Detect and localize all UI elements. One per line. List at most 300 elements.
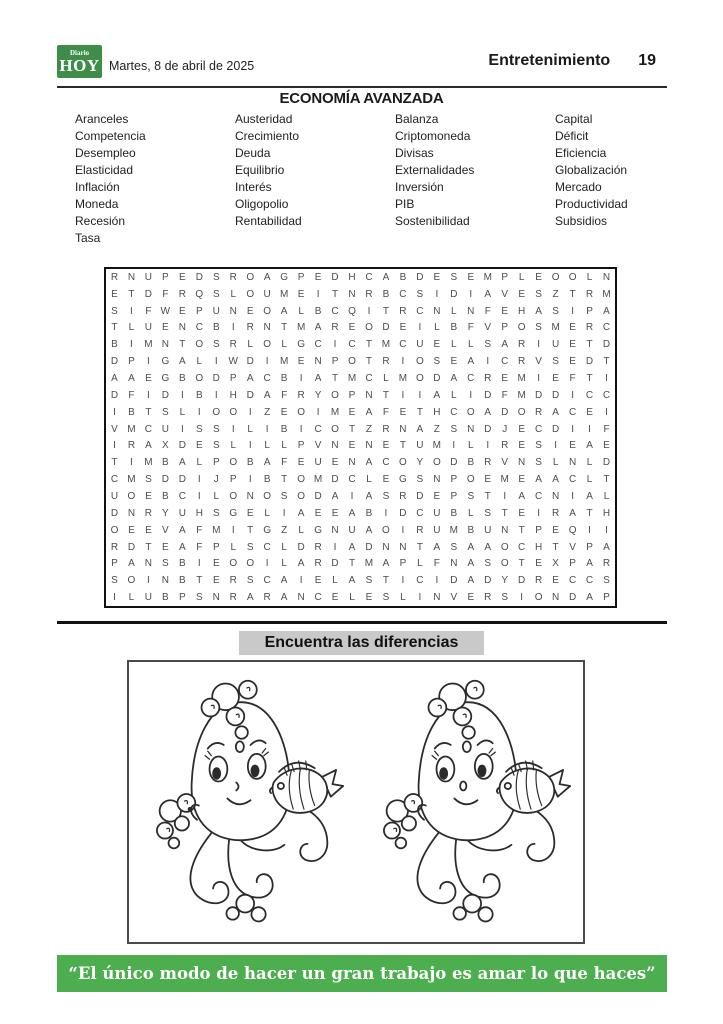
grid-letter: V <box>162 524 169 536</box>
grid-letter: T <box>281 474 288 486</box>
grid-letter: S <box>162 406 169 418</box>
grid-letter: D <box>246 356 254 368</box>
grid-letter: R <box>602 558 611 570</box>
grid-letter: T <box>518 558 525 570</box>
grid-letter: F <box>433 558 440 570</box>
grid-letter: U <box>144 271 153 283</box>
grid-letter: B <box>162 457 169 469</box>
grid-letter: H <box>229 389 237 401</box>
grid-letter: D <box>331 271 339 283</box>
grid-letter: N <box>399 541 407 553</box>
grid-letter: O <box>466 406 475 418</box>
grid-letter: C <box>602 322 611 334</box>
grid-letter: M <box>551 322 560 334</box>
grid-letter: O <box>229 457 238 469</box>
grid-letter: P <box>111 558 118 570</box>
grid-letter: D <box>365 541 373 553</box>
grid-letter: R <box>518 356 526 368</box>
grid-letter: V <box>450 592 458 604</box>
grid-letter: E <box>297 288 305 300</box>
grid-letter: I <box>265 558 269 570</box>
grid-letter: T <box>365 339 373 351</box>
logo-main-text: HOY <box>59 56 100 75</box>
grid-letter: I <box>401 524 405 536</box>
grid-letter: O <box>110 524 119 536</box>
grid-letter: C <box>382 457 390 469</box>
grid-letter: D <box>110 507 119 519</box>
grid-letter: P <box>450 490 458 502</box>
grid-letter: A <box>416 423 424 435</box>
grid-letter: B <box>280 373 288 385</box>
grid-letter: I <box>605 406 608 418</box>
word-item: Austeridad <box>235 112 293 126</box>
grid-letter: L <box>349 592 355 604</box>
grid-letter: D <box>382 322 390 334</box>
grid-letter: L <box>281 558 287 570</box>
word-item: Inflación <box>75 180 120 194</box>
grid-letter: O <box>229 490 238 502</box>
grid-letter: E <box>569 339 576 351</box>
differences-header <box>0 631 723 655</box>
grid-letter: P <box>212 541 220 553</box>
grid-letter: R <box>535 406 543 418</box>
grid-letter: N <box>127 507 136 519</box>
grid-letter: I <box>147 389 150 401</box>
grid-letter: N <box>161 339 169 351</box>
grid-letter: O <box>415 373 424 385</box>
word-item: Elasticidad <box>75 163 134 177</box>
grid-letter: R <box>484 373 492 385</box>
header-rule <box>57 86 667 88</box>
grid-letter: L <box>400 592 406 604</box>
grid-letter: C <box>263 541 271 553</box>
grid-letter: L <box>332 575 338 587</box>
grid-letter: G <box>161 356 170 368</box>
grid-letter: M <box>483 271 492 283</box>
grid-letter: E <box>552 524 559 536</box>
grid-letter: M <box>500 474 509 486</box>
grid-letter: O <box>432 457 441 469</box>
grid-letter: U <box>416 339 424 351</box>
grid-letter: D <box>551 389 560 401</box>
grid-letter: E <box>501 373 509 385</box>
grid-letter: T <box>501 507 508 519</box>
grid-letter: I <box>214 356 218 368</box>
grid-letter: O <box>297 490 305 502</box>
grid-letter: C <box>416 575 424 587</box>
word-item: Desempleo <box>75 146 136 160</box>
grid-letter: T <box>399 440 406 452</box>
grid-letter: R <box>382 423 390 435</box>
grid-letter: R <box>399 490 407 502</box>
grid-letter: N <box>127 271 136 283</box>
word-item: Recesión <box>75 214 126 228</box>
wordsearch-title: ECONOMÍA AVANZADA <box>279 90 444 107</box>
grid-letter: I <box>571 389 574 401</box>
grid-letter: H <box>518 305 526 317</box>
grid-letter: B <box>263 474 271 486</box>
grid-letter: A <box>586 490 593 502</box>
grid-letter: A <box>467 575 475 587</box>
grid-letter: T <box>416 541 423 553</box>
grid-letter: A <box>467 356 475 368</box>
grid-letter: B <box>162 490 169 502</box>
grid-letter: L <box>128 322 135 334</box>
grid-letter: A <box>348 507 356 519</box>
grid-letter: A <box>484 288 492 300</box>
grid-letter: T <box>552 541 559 553</box>
grid-letter: I <box>147 575 150 587</box>
grid-letter: B <box>128 406 135 418</box>
grid-letter: I <box>401 575 405 587</box>
grid-letter: F <box>281 457 288 469</box>
grid-letter: S <box>212 339 220 351</box>
grid-letter: E <box>331 592 339 604</box>
grid-letter: O <box>229 558 238 570</box>
word-item: Déficit <box>555 129 589 143</box>
grid-letter: I <box>469 389 473 401</box>
grid-letter: I <box>435 575 439 587</box>
grid-letter: B <box>179 575 186 587</box>
grid-letter: E <box>145 490 152 502</box>
grid-letter: E <box>433 271 441 283</box>
grid-letter: I <box>384 507 388 519</box>
grid-letter: C <box>178 490 186 502</box>
word-item: Divisas <box>395 146 434 160</box>
grid-letter: B <box>450 322 458 334</box>
grid-letter: R <box>535 575 543 587</box>
grid-letter: B <box>111 339 118 351</box>
grid-letter: S <box>467 490 475 502</box>
grid-letter: P <box>128 356 135 368</box>
grid-letter: I <box>401 356 405 368</box>
grid-letter: D <box>535 389 543 401</box>
grid-letter: D <box>246 389 254 401</box>
grid-letter: E <box>484 474 492 486</box>
grid-letter: I <box>130 457 133 469</box>
grid-letter: T <box>382 575 389 587</box>
difference-dot <box>188 807 192 811</box>
grid-letter: P <box>229 474 237 486</box>
grid-letter: E <box>586 406 593 418</box>
word-item: Eficiencia <box>555 146 607 160</box>
grid-letter: A <box>246 592 254 604</box>
grid-letter: I <box>333 541 337 553</box>
word-item: Capital <box>555 112 593 126</box>
grid-letter: F <box>501 389 508 401</box>
grid-letter: O <box>382 524 390 536</box>
grid-letter: S <box>365 575 373 587</box>
grid-letter: P <box>586 305 593 317</box>
grid-letter: I <box>130 339 133 351</box>
grid-letter: I <box>435 288 439 300</box>
grid-letter: E <box>162 541 169 553</box>
grid-letter: A <box>501 339 509 351</box>
grid-letter: T <box>331 288 339 300</box>
grid-letter: L <box>213 490 220 502</box>
grid-letter: E <box>399 322 407 334</box>
grid-letter: L <box>128 592 135 604</box>
grid-letter: I <box>265 356 269 368</box>
grid-letter: V <box>501 288 509 300</box>
grid-letter: D <box>399 507 407 519</box>
grid-letter: G <box>263 524 272 536</box>
grid-letter: S <box>280 490 288 502</box>
grid-letter: L <box>586 474 593 486</box>
grid-letter: N <box>212 592 220 604</box>
grid-letter: C <box>568 575 577 587</box>
grid-letter: M <box>449 524 458 536</box>
grid-letter: I <box>180 389 184 401</box>
grid-letter: R <box>127 440 136 452</box>
grid-letter: N <box>568 457 577 469</box>
grid-letter: E <box>552 575 559 587</box>
grid-letter: L <box>451 339 457 351</box>
grid-letter: T <box>145 406 152 418</box>
grid-letter: N <box>433 305 441 317</box>
grid-letter: C <box>518 541 526 553</box>
grid-letter: L <box>247 339 253 351</box>
word-item: Subsidios <box>555 214 608 228</box>
grid-letter: T <box>416 406 423 418</box>
grid-letter: I <box>554 440 557 452</box>
grid-letter: A <box>179 356 186 368</box>
grid-letter: D <box>331 474 339 486</box>
grid-letter: M <box>127 423 136 435</box>
grid-letter: C <box>263 373 271 385</box>
grid-letter: V <box>535 356 542 368</box>
grid-letter: N <box>161 575 169 587</box>
grid-letter: O <box>229 406 238 418</box>
grid-letter: U <box>314 457 322 469</box>
word-item: Aranceles <box>75 112 129 126</box>
grid-letter: E <box>518 507 525 519</box>
grid-letter: P <box>569 558 576 570</box>
grid-letter: I <box>333 339 337 351</box>
grid-letter: A <box>569 507 576 519</box>
grid-letter: A <box>179 457 186 469</box>
grid-letter: N <box>467 423 475 435</box>
grid-letter: E <box>162 322 169 334</box>
grid-letter: I <box>486 356 490 368</box>
grid-letter: E <box>212 575 220 587</box>
grid-letter: I <box>469 288 473 300</box>
word-item: Competencia <box>75 129 146 143</box>
grid-letter: I <box>588 423 591 435</box>
grid-letter: P <box>297 271 305 283</box>
grid-letter: D <box>416 490 424 502</box>
grid-letter: A <box>586 592 593 604</box>
grid-letter: M <box>381 339 391 351</box>
grid-letter: Y <box>162 507 169 519</box>
grid-letter: A <box>365 457 373 469</box>
grid-letter: V <box>501 457 509 469</box>
grid-letter: B <box>162 592 169 604</box>
grid-letter: A <box>365 490 373 502</box>
grid-letter: L <box>586 457 593 469</box>
grid-letter: D <box>484 423 492 435</box>
grid-letter: E <box>348 406 356 418</box>
grid-letter: N <box>501 524 509 536</box>
grid-letter: T <box>603 474 610 486</box>
grid-letter: I <box>418 389 422 401</box>
grid-letter: B <box>467 524 475 536</box>
grid-letter: H <box>602 507 611 519</box>
grid-letter: T <box>586 507 593 519</box>
grid-letter: T <box>111 322 118 334</box>
grid-letter: A <box>365 406 373 418</box>
grid-letter: O <box>534 592 543 604</box>
grid-letter: R <box>314 558 322 570</box>
grid-letter: A <box>297 507 305 519</box>
grid-letter: N <box>297 592 305 604</box>
grid-letter: F <box>382 406 389 418</box>
grid-letter: T <box>247 524 254 536</box>
grid-letter: S <box>212 271 220 283</box>
grid-letter: E <box>518 474 525 486</box>
grid-letter: S <box>501 592 509 604</box>
grid-letter: S <box>212 440 220 452</box>
grid-letter: I <box>367 305 371 317</box>
grid-letter: A <box>450 373 458 385</box>
grid-letter: R <box>144 507 153 519</box>
grid-letter: E <box>518 423 525 435</box>
grid-letter: L <box>383 373 389 385</box>
grid-letter: D <box>127 541 136 553</box>
grid-letter: G <box>297 339 305 351</box>
grid-letter: L <box>281 440 287 452</box>
grid-letter: G <box>280 271 289 283</box>
grid-letter: F <box>603 423 610 435</box>
grid-letter: X <box>162 440 169 452</box>
grid-letter: B <box>365 507 373 519</box>
grid-letter: E <box>399 406 407 418</box>
grid-letter: C <box>348 474 356 486</box>
grid-letter: A <box>484 541 492 553</box>
grid-letter: E <box>569 440 576 452</box>
grid-letter: U <box>178 507 186 519</box>
grid-letter: B <box>399 271 407 283</box>
grid-letter: S <box>603 575 610 587</box>
grid-letter: D <box>433 373 441 385</box>
word-column-1 <box>75 111 235 247</box>
grid-letter: S <box>111 575 118 587</box>
grid-letter: A <box>467 541 475 553</box>
grid-letter: I <box>588 524 591 536</box>
grid-letter: O <box>263 490 272 502</box>
section-title: Entretenimiento <box>488 52 611 69</box>
edition-date: Martes, 8 de abril de 2025 <box>109 59 255 73</box>
grid-letter: R <box>331 322 339 334</box>
grid-letter: M <box>364 558 374 570</box>
diario-hoy-logo <box>57 45 102 78</box>
grid-letter: L <box>417 558 423 570</box>
grid-letter: S <box>484 558 492 570</box>
grid-letter: F <box>281 389 288 401</box>
grid-letter: E <box>314 575 322 587</box>
grid-letter: A <box>348 575 356 587</box>
grid-letter: S <box>212 288 220 300</box>
grid-letter: C <box>585 389 594 401</box>
grid-letter: L <box>230 440 237 452</box>
grid-letter: E <box>179 305 186 317</box>
word-column-3 <box>395 111 555 247</box>
grid-letter: A <box>433 541 441 553</box>
grid-letter: L <box>451 389 457 401</box>
grid-letter: A <box>128 373 135 385</box>
grid-letter: U <box>416 440 424 452</box>
grid-letter: A <box>263 457 271 469</box>
grid-letter: M <box>330 406 340 418</box>
word-item: Tasa <box>75 231 101 245</box>
grid-letter: O <box>517 322 526 334</box>
grid-letter: T <box>281 322 288 334</box>
grid-letter: R <box>229 271 237 283</box>
grid-letter: S <box>212 423 220 435</box>
grid-letter: I <box>282 507 286 519</box>
grid-letter: H <box>535 541 543 553</box>
grid-letter: M <box>602 288 611 300</box>
grid-letter: I <box>537 373 541 385</box>
grid-letter: H <box>433 406 441 418</box>
grid-letter: Y <box>416 457 424 469</box>
grid-letter: I <box>197 490 201 502</box>
grid-letter: L <box>434 322 440 334</box>
word-item: Criptomoneda <box>395 129 471 143</box>
grid-letter: L <box>230 541 237 553</box>
grid-letter: B <box>246 457 254 469</box>
word-item: Balanza <box>395 112 439 126</box>
grid-letter: E <box>348 322 356 334</box>
grid-letter: S <box>450 423 458 435</box>
header-right <box>488 52 656 70</box>
grid-letter: E <box>128 524 135 536</box>
grid-letter: R <box>416 524 424 536</box>
grid-letter: E <box>246 507 254 519</box>
grid-letter: O <box>195 339 204 351</box>
grid-letter: M <box>313 474 323 486</box>
logo-top-text: Diario <box>69 49 90 57</box>
grid-letter: L <box>298 524 304 536</box>
grid-letter: D <box>178 474 186 486</box>
grid-letter: N <box>314 356 322 368</box>
grid-letter: L <box>281 541 287 553</box>
grid-letter: O <box>500 558 509 570</box>
grid-letter: N <box>382 541 390 553</box>
grid-letter: V <box>569 541 576 553</box>
grid-letter: T <box>111 457 118 469</box>
grid-letter: Z <box>552 288 559 300</box>
grid-letter: V <box>111 423 118 435</box>
grid-letter: P <box>229 373 237 385</box>
grid-letter: T <box>382 389 389 401</box>
grid-letter: R <box>585 322 594 334</box>
grid-letter: Y <box>314 389 322 401</box>
grid-letter: T <box>382 305 389 317</box>
grid-letter: C <box>416 507 424 519</box>
grid-letter: E <box>212 558 220 570</box>
grid-letter: V <box>484 322 492 334</box>
grid-letter: P <box>450 474 458 486</box>
grid-letter: A <box>382 558 390 570</box>
grid-letter: I <box>350 490 354 502</box>
grid-letter: R <box>365 288 373 300</box>
grid-letter: O <box>246 288 255 300</box>
grid-letter: I <box>147 356 150 368</box>
grid-letter: C <box>314 592 322 604</box>
grid-letter: T <box>348 558 356 570</box>
grid-letter: A <box>280 592 288 604</box>
